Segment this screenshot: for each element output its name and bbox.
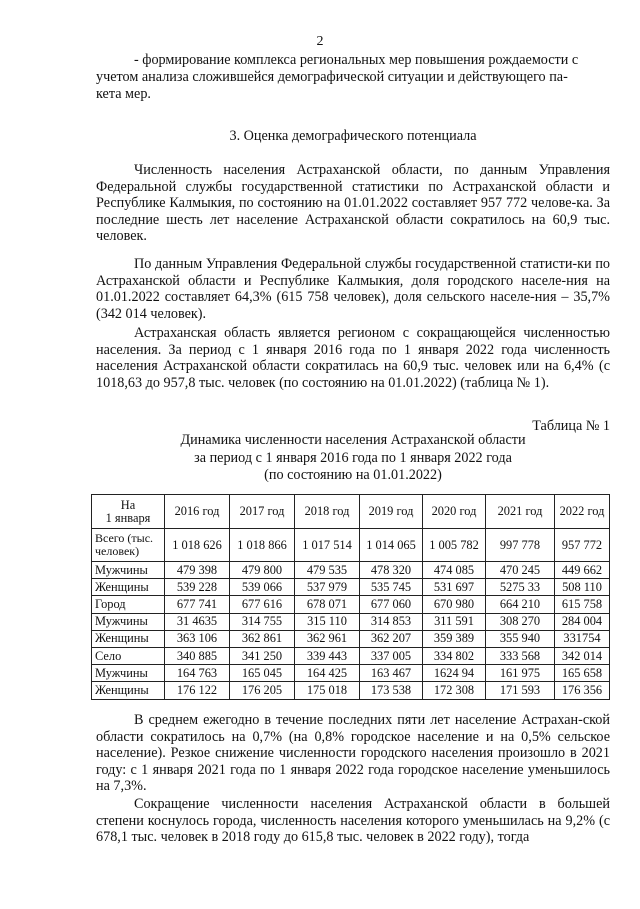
row-label: Женщины	[92, 630, 165, 647]
table-cell: 479 800	[230, 562, 295, 579]
table-cell: 176 205	[230, 682, 295, 699]
table-cell: 678 071	[295, 596, 360, 613]
table-cell: 340 885	[165, 647, 230, 664]
intro-line-2: учетом анализа сложившейся демографической ситуации и действующего па-	[96, 69, 568, 85]
table-cell: 315 110	[295, 613, 360, 630]
table-cell: 359 389	[423, 630, 486, 647]
table-cell: 531 697	[423, 579, 486, 596]
table-cell: 164 763	[165, 665, 230, 682]
row-label: Мужчины	[92, 665, 165, 682]
table-cell: 997 778	[486, 529, 555, 562]
table-row	[92, 562, 610, 579]
table-cell: 508 110	[555, 579, 610, 596]
table-cell: 341 250	[230, 647, 295, 664]
header-year: 2021 год	[486, 495, 555, 529]
table-cell: 479 535	[295, 562, 360, 579]
header-year: 2019 год	[360, 495, 423, 529]
row-label: Женщины	[92, 579, 165, 596]
table-cell: 539 066	[230, 579, 295, 596]
table-cell: 31 4635	[165, 613, 230, 630]
table-cell: 677 616	[230, 596, 295, 613]
row-label: Женщины	[92, 682, 165, 699]
intro-line-1: - формирование комплекса региональных мер повышения рождаемости с	[134, 52, 579, 68]
intro-line-3: кета мер.	[96, 86, 151, 102]
table-cell: 479 398	[165, 562, 230, 579]
section-heading: 3. Оценка демографического потенциала	[229, 128, 477, 144]
paragraph-2: По данным Управления Федеральной службы государственной статисти-ки по Астраханской области и Республике Калмыкия, доля городского населе-ния на 01.01.2022 составляет 64,3% (615 758 человек), доля сельского населе-ния – 35,7% (342 014 человек).	[96, 256, 610, 322]
table-cell: 173 538	[360, 682, 423, 699]
table-cell: 342 014	[555, 647, 610, 664]
table-cell: 615 758	[555, 596, 610, 613]
table-row	[92, 579, 610, 596]
table-cell: 5275 33	[486, 579, 555, 596]
header-year: 2016 год	[165, 495, 230, 529]
table-cell: 677 060	[360, 596, 423, 613]
table-header-row	[92, 495, 610, 529]
table-cell: 355 940	[486, 630, 555, 647]
table-cell: 670 980	[423, 596, 486, 613]
total-label-line-1: Всего (тыс.	[95, 531, 154, 545]
table-cell: 1 005 782	[423, 529, 486, 562]
table-cell: 334 802	[423, 647, 486, 664]
row-label: Мужчины	[92, 562, 165, 579]
header-year: 2018 год	[295, 495, 360, 529]
header-label-cell	[92, 495, 165, 529]
table-cell: 449 662	[555, 562, 610, 579]
table-cell: 314 853	[360, 613, 423, 630]
paragraph-4: В среднем ежегодно в течение последних пяти лет население Астрахан-ской области сократилось на 0,7% (на 0,8% городское население и на 0,5% сельское население). Резкое снижение численности городского населения произошло в 2021 году: с 1 января 2021 года по 1 января 2022 года городское население уменьшилось на 7,3%.	[96, 712, 610, 795]
header-year: 2017 год	[230, 495, 295, 529]
paragraph-3: Астраханская область является регионом с сокращающейся численностью населения. За период с 1 января 2016 года по 1 января 2022 года численность населения Астраханской области сократилась на 60,9 тыс. человек или на 6,4% (с 1018,63 до 957,8 тыс. человек (по состоянию на 01.01.2022) (таблица № 1).	[96, 325, 610, 391]
header-label-line-2: 1 января	[105, 510, 151, 525]
table-cell: 478 320	[360, 562, 423, 579]
table-cell: 1624 94	[423, 665, 486, 682]
row-label: Село	[92, 647, 165, 664]
table-cell: 331754	[555, 630, 610, 647]
table-cell: 284 004	[555, 613, 610, 630]
total-label-cell	[92, 529, 165, 562]
population-table	[91, 494, 610, 700]
header-label-line-1: На	[120, 497, 136, 512]
table-row	[92, 665, 610, 682]
table-cell: 362 961	[295, 630, 360, 647]
table-cell: 664 210	[486, 596, 555, 613]
table-row	[92, 682, 610, 699]
table-row-total	[92, 529, 610, 562]
table-cell: 535 745	[360, 579, 423, 596]
table-cell: 957 772	[555, 529, 610, 562]
table-cell: 474 085	[423, 562, 486, 579]
paragraph-5: Сокращение численности населения Астраханской области в большей степени коснулось города, численность населения которого уменьшилась на 9,2% (с 678,1 тыс. человек в 2018 году до 615,8 тыс. человек в 2022 году), тогда	[96, 796, 610, 846]
table-cell: 339 443	[295, 647, 360, 664]
table-caption-line-3: (по состоянию на 01.01.2022)	[264, 467, 442, 483]
row-label: Город	[92, 596, 165, 613]
table-cell: 165 658	[555, 665, 610, 682]
table-cell: 337 005	[360, 647, 423, 664]
header-year: 2020 год	[423, 495, 486, 529]
table-cell: 1 018 626	[165, 529, 230, 562]
table-cell: 1 018 866	[230, 529, 295, 562]
table-caption-line-2: за период с 1 января 2016 года по 1 января 2022 года	[194, 450, 512, 466]
table-cell: 165 045	[230, 665, 295, 682]
paragraph-1: Численность населения Астраханской области, по данным Управления Федеральной службы государственной статистики по Астраханской области и Республике Калмыкия, по состоянию на 01.01.2022 составляет 957 772 челове-ка. За последние шесть лет население Астраханской области сократилось на 60,9 тыс. человек.	[96, 162, 610, 245]
table-cell: 362 207	[360, 630, 423, 647]
table-cell: 363 106	[165, 630, 230, 647]
table-cell: 1 017 514	[295, 529, 360, 562]
row-label: Мужчины	[92, 613, 165, 630]
table-cell: 308 270	[486, 613, 555, 630]
table-cell: 172 308	[423, 682, 486, 699]
table-cell: 164 425	[295, 665, 360, 682]
table-caption-line-1: Динамика численности населения Астраханской области	[180, 432, 526, 448]
table-cell: 470 245	[486, 562, 555, 579]
table-cell: 677 741	[165, 596, 230, 613]
table-cell: 537 979	[295, 579, 360, 596]
total-label-line-2: человек)	[95, 544, 140, 558]
table-cell: 1 014 065	[360, 529, 423, 562]
table-number: Таблица № 1	[532, 418, 610, 434]
header-year: 2022 год	[555, 495, 610, 529]
table-row	[92, 596, 610, 613]
table-row	[92, 647, 610, 664]
table-cell: 311 591	[423, 613, 486, 630]
table-cell: 161 975	[486, 665, 555, 682]
table-cell: 362 861	[230, 630, 295, 647]
table-cell: 333 568	[486, 647, 555, 664]
table-cell: 163 467	[360, 665, 423, 682]
table-row	[92, 630, 610, 647]
table-cell: 539 228	[165, 579, 230, 596]
table-cell: 175 018	[295, 682, 360, 699]
table-cell: 176 122	[165, 682, 230, 699]
table-cell: 171 593	[486, 682, 555, 699]
table-row	[92, 613, 610, 630]
table-cell: 314 755	[230, 613, 295, 630]
table-cell: 176 356	[555, 682, 610, 699]
page-number: 2	[316, 34, 324, 49]
